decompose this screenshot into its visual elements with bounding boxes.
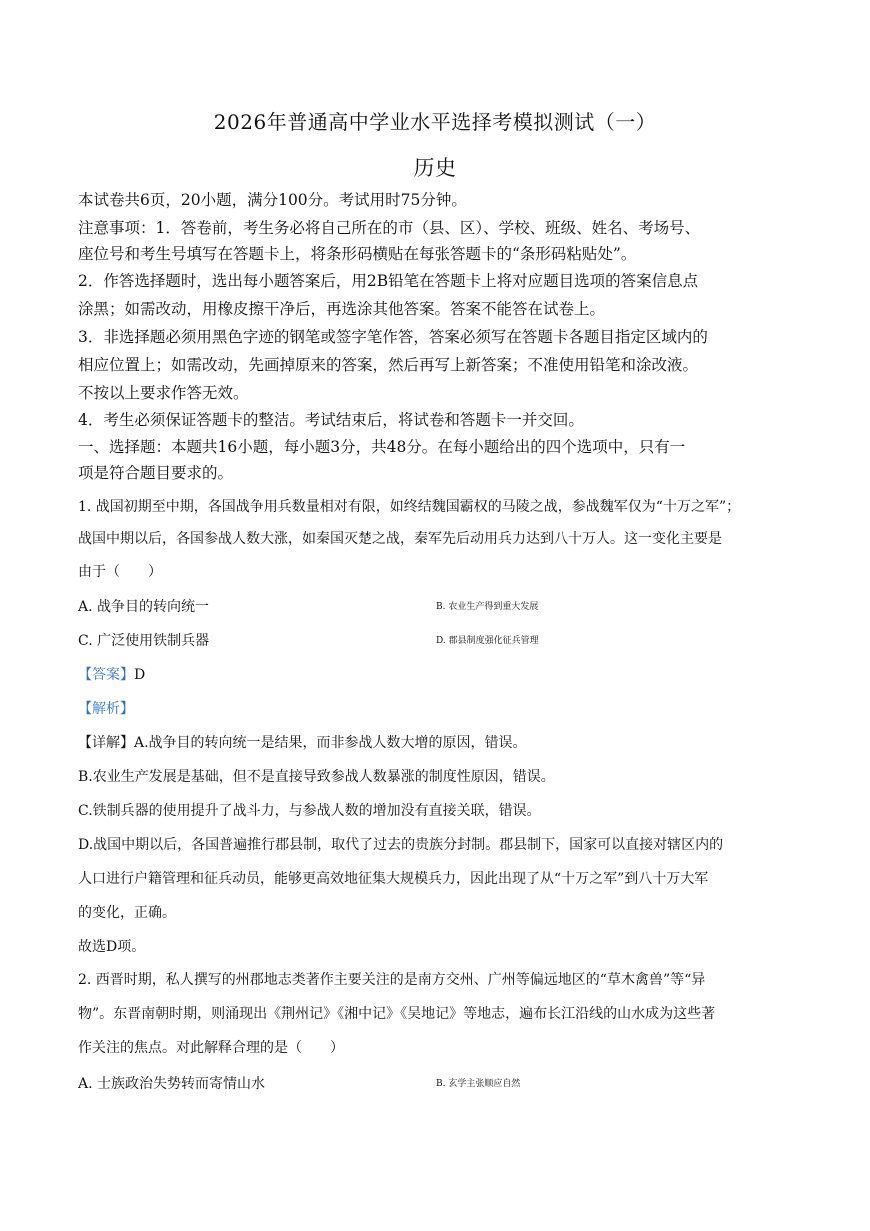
question-2-stem: 作关注的焦点。对此解释合理的是（ ）: [78, 1040, 344, 1056]
note-line: 涂黑；如需改动，用橡皮擦干净后，再选涂其他答案。答案不能答在试卷上。: [78, 300, 606, 318]
note-line: 座位号和考生号填写在答题卡上，将条形码横贴在每张答题卡的“条形码粘贴处”。: [78, 245, 637, 263]
q2-option-a: A. 士族政治失势转而寄情山水: [78, 1076, 266, 1092]
note-line: 3．非选择题必须用黑色字迹的钢笔或签字笔作答，答案必须写在答题卡各题目指定区域内的: [78, 328, 708, 346]
explain-text: A.战争目的转向统一是结果，而非参战人数大增的原因，错误。: [134, 735, 527, 751]
subject-title: 历史: [413, 156, 457, 180]
q1-option-c: C. 广泛使用铁制兵器: [78, 633, 210, 649]
note-line: 4．考生必须保证答题卡的整洁。考试结束后，将试卷和答题卡一并交回。: [78, 411, 584, 429]
question-2-stem: 2. 西晋时期，私人撰写的州郡地志类著作主要关注的是南方交州、广州等偏远地区的“草木禽兽”等“异: [78, 972, 706, 988]
q1-option-b: B. 农业生产得到重大发展: [436, 602, 539, 612]
answer-value: D: [134, 667, 146, 683]
q2-option-b: B. 玄学主张顺应自然: [436, 1079, 521, 1089]
explain-line: C.铁制兵器的使用提升了战斗力，与参战人数的增加没有直接关联，错误。: [78, 803, 541, 819]
note-line: 注意事项：1．答卷前，考生务必将自己所在的市（县、区）、学校、班级、姓名、考场号、: [78, 219, 701, 237]
explain-line: B.农业生产发展是基础，但不是直接导致参战人数暴涨的制度性原因，错误。: [78, 769, 555, 785]
explain-line: [78, 733, 798, 753]
section-heading: 一、选择题：本题共16小题，每小题3分，共48分。在每小题给出的四个选项中，只有一: [78, 438, 686, 456]
explain-line: D.战国中期以后，各国普遍推行郡县制，取代了过去的贵族分封制。郡县制下，国家可以直接对辖区内的: [78, 837, 724, 853]
question-1-stem: 1. 战国初期至中期，各国战争用兵数量相对有限，如终结魏国霸权的马陵之战，参战魏军仅为“十万之军”；: [78, 499, 741, 515]
note-line: 相应位置上；如需改动，先画掉原来的答案，然后再写上新答案；不准使用铅笔和涂改液。: [78, 356, 699, 374]
section-heading: 项是符合题目要求的。: [78, 464, 234, 482]
explain-line: 人口进行户籍管理和征兵动员，能够更高效地征集大规模兵力，因此出现了从“十万之军”到八十万大军: [78, 871, 709, 887]
note-line: 不按以上要求作答无效。: [78, 384, 249, 402]
exam-intro: 本试卷共6页，20小题，满分100分。考试用时75分钟。: [78, 191, 467, 209]
explain-line: 的变化，正确。: [78, 905, 176, 921]
exam-title: 2026年普通高中学业水平选择考模拟测试（一）: [213, 110, 657, 134]
question-2-stem: 物”。东晋南朝时期，则涌现出《荆州记》《湘中记》《吴地记》等地志，遍布长江沿线的山水成为这些著: [78, 1006, 716, 1022]
analysis-label: 【解析】: [78, 701, 134, 717]
q1-answer: [78, 665, 798, 685]
q1-option-d: D. 郡县制度强化征兵管理: [436, 636, 539, 646]
question-1-stem: 战国中期以后，各国参战人数大涨，如秦国灭楚之战，秦军先后动用兵力达到八十万人。这一变化主要是: [78, 531, 722, 547]
q1-option-a: A. 战争目的转向统一: [78, 599, 210, 615]
note-line: 2．作答选择题时，选出每小题答案后，用2B铅笔在答题卡上将对应题目选项的答案信息点: [78, 272, 699, 290]
question-1-stem: 由于（ ）: [78, 564, 162, 580]
answer-label: 【答案】: [78, 667, 134, 683]
detail-label: 【详解】: [78, 735, 134, 751]
explain-line: 故选D项。: [78, 939, 146, 955]
